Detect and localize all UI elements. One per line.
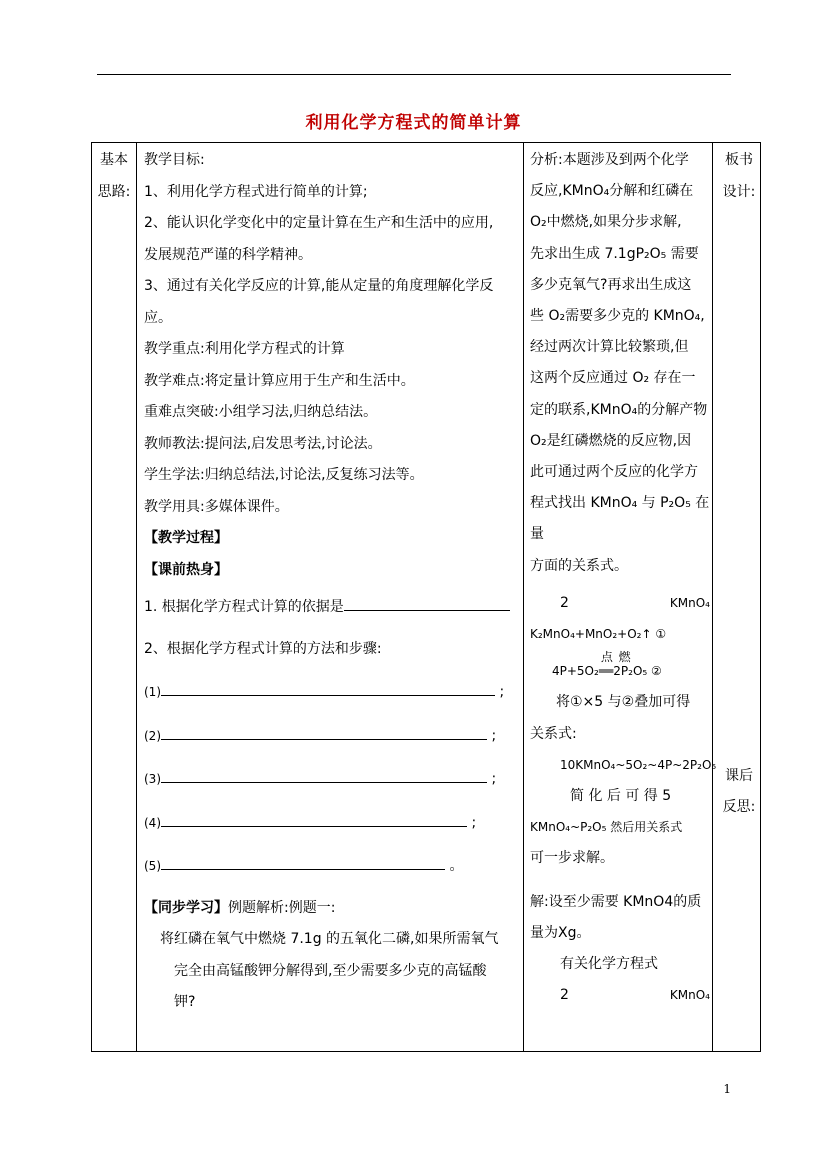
equation-1: K₂MnO₄+MnO₂+O₂↑ ① [530,627,667,642]
section-heading: 【同步学习】 [144,899,228,916]
analysis-cell: 分析:本题涉及到两个化学 反应,KMnO₄分解和红磷在 O₂中燃烧,如果分步求解, 先求出生成 7.1gP₂O₅ 需要 多少克氧气?再求出生成这 些 O₂需要多少克的 KMnO₄, 经过两次计算比较繁琐,但 这两个反应通过 O₂ 存在一 定的联系,KMnO₄的分解产物 O₂是红磷燃烧的反应物,因 此可通过两个反应的化学方 程式找出 KMnO₄ 与 P₂O₅ 在量 方面的关系式。 2 KMnO₄ K₂MnO₄+MnO₂+O₂↑ ① 4P+5O₂ 点 燃 ══2P₂O₅ ② 将①×5 与②叠加可得 关系式: 10KMnO₄~5O₂~4P~2P₂O₅ 简 化 后 可 得 5 KMnO₄~P₂O₅ 然后用关系式 可一步求解。 解:设至少需要 KMnO4的质 量为Ⅹg。 有关化学方程式 2 KMnO₄ [530,152,717,1004]
board-design-cell: 板书 设计: [722,152,756,200]
fill-blank[interactable] [161,738,487,740]
fill-blank[interactable] [161,825,467,827]
section-heading: 【教学过程】 [144,530,228,546]
header-rule [97,74,731,75]
page-number: 1 [723,1082,731,1096]
fill-blank[interactable] [161,868,445,870]
goal-heading: 教学目标: [144,152,205,168]
teaching-content-cell: 教学目标: 1、利用化学方程式进行简单的计算; 2、能认识化学变化中的定量计算在生产和生活中的应用, 发展规范严谨的科学精神。 3、通过有关化学反应的计算,能从定量的角度理解化学反 应。 教学重点:利用化学方程式的计算 教学难点:将定量计算应用于生产和生活中。 重难点突破:小组学习法,归纳总结法。 教师教法:提问法,启发思考法,讨论法。 学生学法:归纳总结法,讨论法,反复练习法等。 教学用具:多媒体课件。 【教学过程】 【课前热身】 1. 根据化学方程式计算的依据是 2、根据化学方程式计算的方法和步骤: (1) ; (2) ; (3) ; (4) ; (5) 。 【同步学习】例题解析:例题一: 将红磷在氧气中燃烧 7.1g 的五氧化二磷,如果所需氧气 完全由高锰酸钾分解得到,至少需要多少克的高锰酸 钾? [144,145,524,1019]
difficult-point: 教学难点:将定量计算应用于生产和生活中。 [144,372,415,389]
fill-blank[interactable] [344,609,510,611]
column-divider [136,143,137,1051]
fill-blank[interactable] [161,781,487,783]
fill-blank[interactable] [161,694,495,696]
basic-idea-cell: 基本 思路: [97,152,131,200]
column-divider [712,143,713,1051]
relation-equation: 10KMnO₄~5O₂~4P~2P₂O₅ [560,757,717,772]
section-heading: 【课前热身】 [144,561,228,578]
key-point: 教学重点:利用化学方程式的计算 [144,341,345,357]
page-title: 利用化学方程式的简单计算 [305,113,522,133]
lesson-table [91,142,761,1052]
reflection-cell: 课后 反思: [722,768,756,815]
